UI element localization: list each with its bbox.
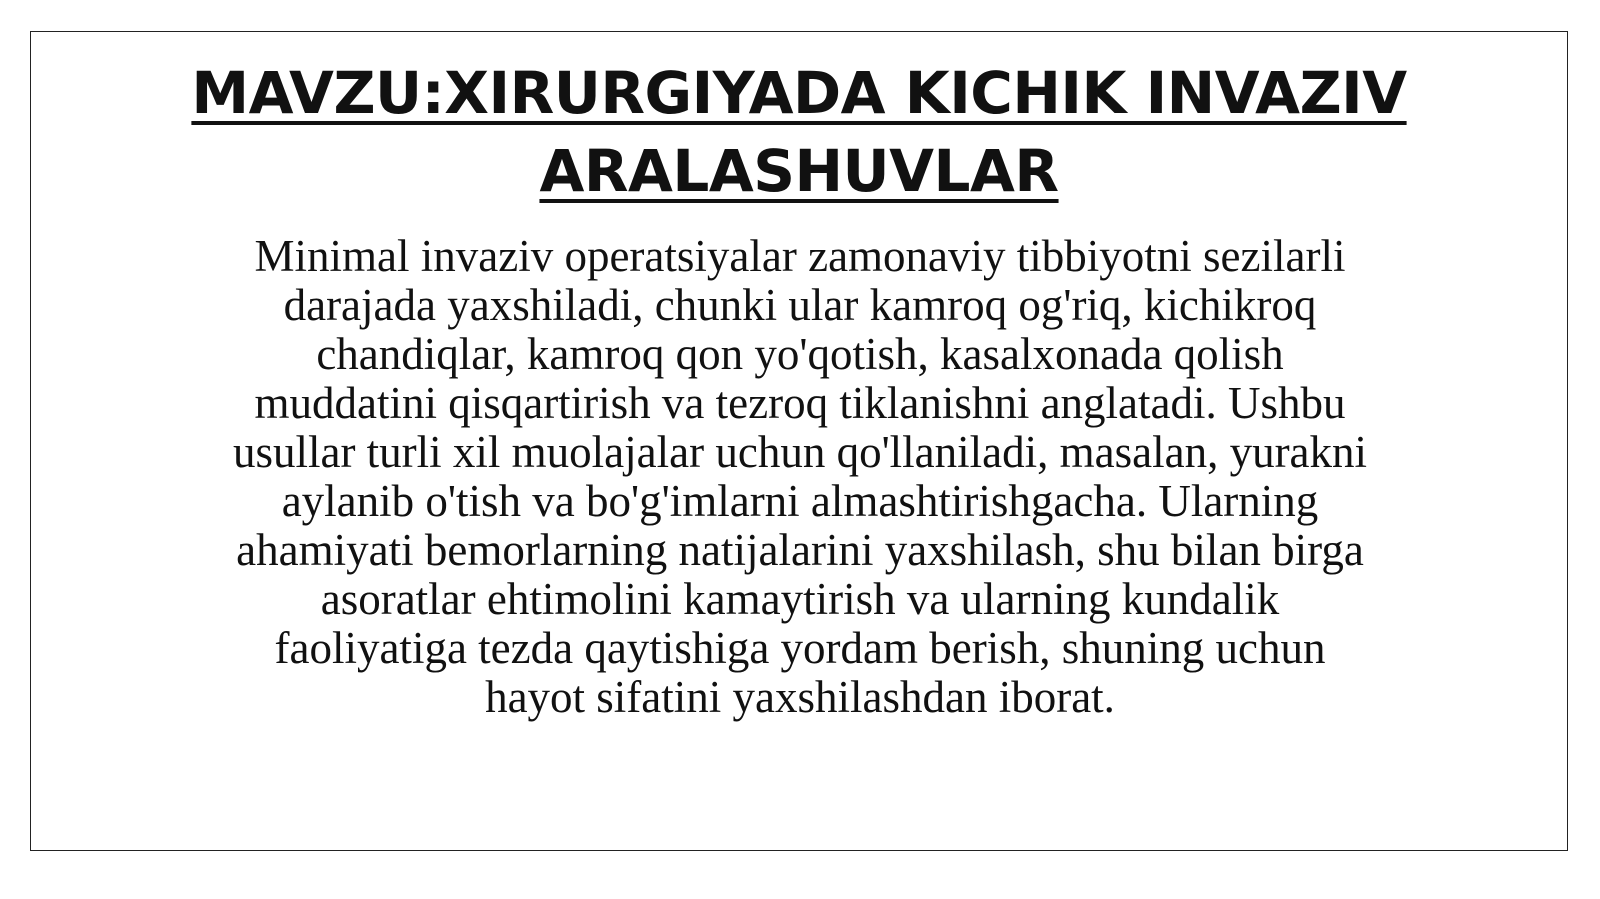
body-line: chandiqlar, kamroq qon yo'qotish, kasalxonada qolish — [316, 329, 1284, 379]
body-line: aylanib o'tish va bo'g'imlarni almashtirishgacha. Ularning — [281, 476, 1319, 526]
body-line: Minimal invaziv operatsiyalar zamonaviy tibbiyotni sezilarli — [254, 231, 1346, 281]
slide-title — [31, 54, 1567, 210]
body-line: ahamiyati bemorlarning natijalarini yaxshilash, shu bilan birga — [236, 525, 1364, 575]
body-line: faoliyatiga tezda qaytishiga yordam berish, shuning uchun — [274, 623, 1326, 673]
body-line: muddatini qisqartirish va tezroq tiklanishni anglatadi. Ushbu — [254, 378, 1346, 428]
body-line: darajada yaxshiladi, chunki ular kamroq og'riq, kichikroq — [283, 280, 1317, 330]
body-line: hayot sifatini yaxshilashdan iborat. — [485, 672, 1115, 722]
slide — [30, 31, 1568, 851]
slide-title-line-2: ARALASHUVLAR — [539, 137, 1059, 205]
slide-title-line-1: MAVZU:XIRURGIYADA KICHIK INVAZIV — [191, 59, 1407, 127]
slide-body — [101, 232, 1499, 722]
body-line: usullar turli xil muolajalar uchun qo'llaniladi, masalan, yurakni — [232, 427, 1368, 477]
body-line: asoratlar ehtimolini kamaytirish va ularning kundalik — [320, 574, 1280, 624]
